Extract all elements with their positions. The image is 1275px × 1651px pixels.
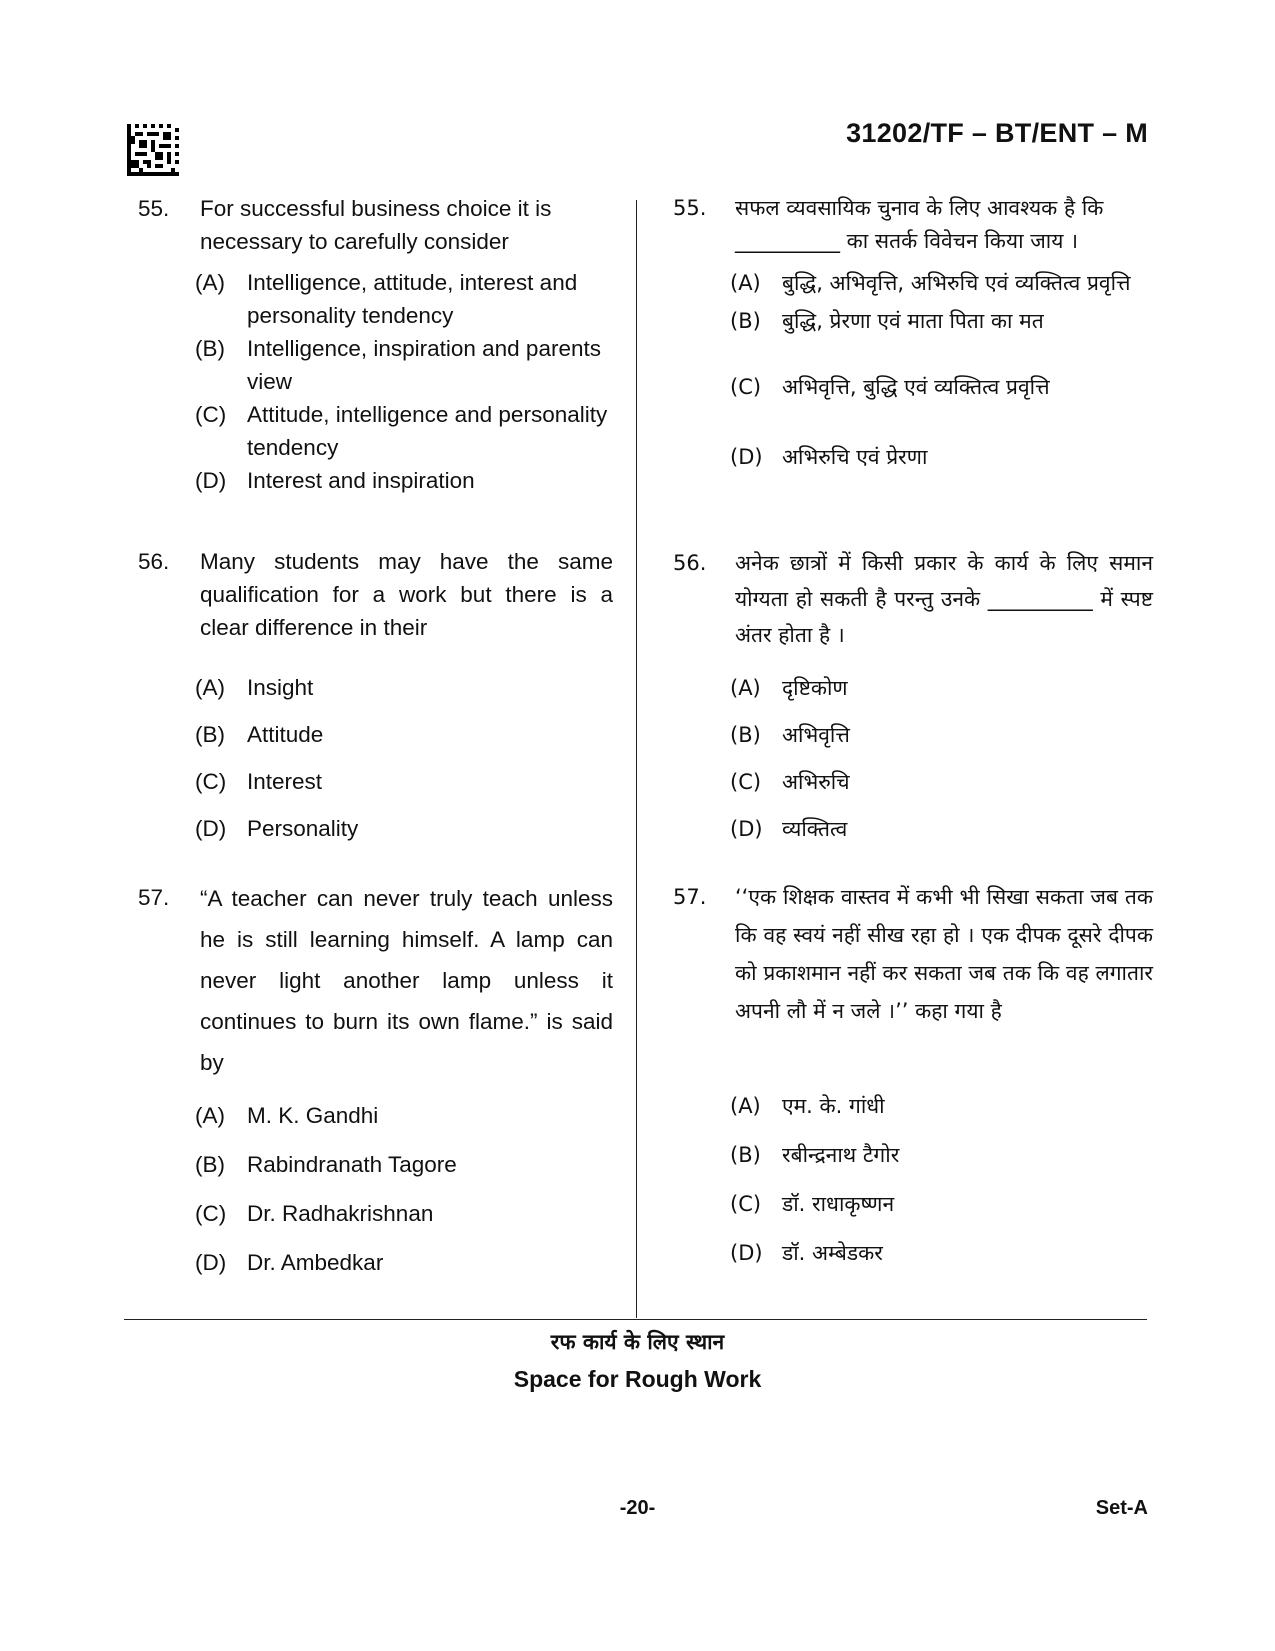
option-c: [730, 759, 1153, 806]
option-text: दृष्टिकोण: [782, 676, 848, 700]
option-label: (B): [195, 336, 225, 361]
option-a: [730, 665, 1153, 712]
option-text: Personality: [247, 816, 359, 841]
option-label: (A): [730, 1094, 761, 1118]
option-text: बुद्धि, अभिवृत्ति, अभिरुचि एवं व्यक्तित्व प्रवृत्ति: [782, 271, 1131, 295]
option-d: [195, 1238, 613, 1287]
question-57-en: [138, 878, 613, 1287]
datamatrix-code-icon: [127, 124, 179, 176]
option-label: (D): [730, 445, 763, 469]
option-c: [195, 758, 613, 805]
option-b: [195, 711, 613, 758]
paper-code: 31202/TF – BT/ENT – M: [846, 118, 1148, 148]
option-label: (D): [195, 468, 227, 493]
question-number: 56.: [138, 549, 170, 574]
option-c: [730, 370, 1153, 404]
question-number: 55.: [673, 196, 707, 220]
option-label: (A): [195, 270, 225, 295]
option-label: (D): [195, 1250, 227, 1275]
option-text: Intelligence, inspiration and parents view: [247, 336, 601, 394]
option-b: [195, 1140, 613, 1189]
option-text: Interest and inspiration: [247, 468, 475, 493]
option-b: [730, 712, 1153, 759]
option-label: (D): [730, 817, 763, 841]
option-d: [730, 806, 1153, 853]
option-label: (D): [730, 1241, 763, 1265]
option-text: अभिवृत्ति, बुद्धि एवं व्यक्तित्व प्रवृत्ति: [782, 375, 1050, 399]
option-label: (A): [195, 675, 225, 700]
question-number: 56.: [673, 551, 707, 575]
option-text: M. K. Gandhi: [247, 1103, 379, 1128]
option-label: (C): [195, 769, 227, 794]
option-text: Insight: [247, 675, 314, 700]
option-label: (C): [195, 1201, 227, 1226]
option-label: (A): [730, 676, 761, 700]
rough-work-heading-english: Space for Rough Work: [513, 1366, 762, 1392]
option-text: Attitude: [247, 722, 324, 747]
option-d: [195, 464, 613, 497]
question-text: For successful business choice it is necessary to carefully consider: [200, 196, 552, 254]
option-label: (B): [730, 723, 761, 747]
option-d: [730, 1229, 1153, 1278]
option-a: [730, 1082, 1153, 1131]
question-number: 57.: [138, 885, 170, 910]
option-text: Rabindranath Tagore: [247, 1152, 457, 1177]
option-text: Dr. Ambedkar: [247, 1250, 384, 1275]
option-label: (B): [195, 1152, 225, 1177]
rough-work-rule: [124, 1319, 1147, 1320]
question-text: Many students may have the same qualification for a work but there is a clear difference in their: [200, 549, 613, 640]
option-label: (C): [195, 402, 227, 427]
option-a: [195, 664, 613, 711]
rough-work-heading-hindi: रफ कार्य के लिए स्थान: [550, 1330, 725, 1354]
option-text: अभिवृत्ति: [782, 723, 850, 747]
option-text: Intelligence, attitude, interest and personality tendency: [247, 270, 578, 328]
option-text: डॉ. अम्बेडकर: [782, 1241, 883, 1265]
question-number: 57.: [673, 885, 707, 909]
option-text: अभिरुचि एवं प्रेरणा: [782, 445, 928, 469]
page-number: -20-: [619, 1497, 656, 1519]
option-label: (C): [730, 1192, 762, 1216]
option-a: [195, 1091, 613, 1140]
question-text: “A teacher can never truly teach unless he is still learning himself. A lamp can never light another lamp unless it continues to burn its own flame.” is said by: [200, 886, 613, 1075]
option-a: [730, 266, 1153, 300]
option-text: Interest: [247, 769, 323, 794]
option-a: [195, 266, 613, 332]
option-label: (A): [195, 1103, 225, 1128]
option-c: [730, 1180, 1153, 1229]
option-b: [730, 1131, 1153, 1180]
option-text: बुद्धि, प्रेरणा एवं माता पिता का मत: [782, 309, 1044, 333]
option-b: [195, 332, 613, 398]
column-divider: [636, 200, 637, 1318]
option-text: Dr. Radhakrishnan: [247, 1201, 434, 1226]
option-b: [730, 304, 1153, 338]
question-55-hi: [673, 192, 1153, 474]
option-label: (C): [730, 375, 762, 399]
option-text: व्यक्तित्व: [782, 817, 848, 841]
option-label: (A): [730, 271, 761, 295]
option-label: (D): [195, 816, 227, 841]
option-label: (B): [730, 1143, 761, 1167]
option-text: Attitude, intelligence and personality tendency: [247, 402, 608, 460]
option-label: (B): [730, 309, 761, 333]
question-57-hi: [673, 878, 1153, 1278]
question-55-en: [138, 192, 613, 497]
question-56-en: [138, 545, 613, 852]
option-label: (C): [730, 770, 762, 794]
option-d: [730, 440, 1153, 474]
set-label: Set-A: [1095, 1497, 1148, 1519]
option-label: (B): [195, 722, 225, 747]
option-d: [195, 805, 613, 852]
question-text: सफल व्यवसायिक चुनाव के लिए आवश्यक है कि __________ का सतर्क विवेचन किया जाय ।: [735, 196, 1104, 253]
option-text: डॉ. राधाकृष्णन: [782, 1192, 895, 1216]
option-text: एम. के. गांधी: [782, 1094, 885, 1118]
option-text: रबीन्द्रनाथ टैगोर: [782, 1143, 900, 1167]
option-text: अभिरुचि: [782, 770, 850, 794]
option-c: [195, 1189, 613, 1238]
option-c: [195, 398, 613, 464]
question-56-hi: [673, 545, 1153, 853]
question-number: 55.: [138, 196, 170, 221]
question-text: ‘‘एक शिक्षक वास्तव में कभी भी सिखा सकता जब तक कि वह स्वयं नहीं सीख रहा हो । एक दीपक दूसरे दीपक को प्रकाशमान नहीं कर सकता जब तक कि वह लगातार अपनी लौ में न जले ।’’ कहा गया है: [735, 885, 1153, 1023]
question-text: अनेक छात्रों में किसी प्रकार के कार्य के लिए समान योग्यता हो सकती है परन्तु उनके __________ में स्पष्ट अंतर होता है ।: [735, 551, 1153, 647]
